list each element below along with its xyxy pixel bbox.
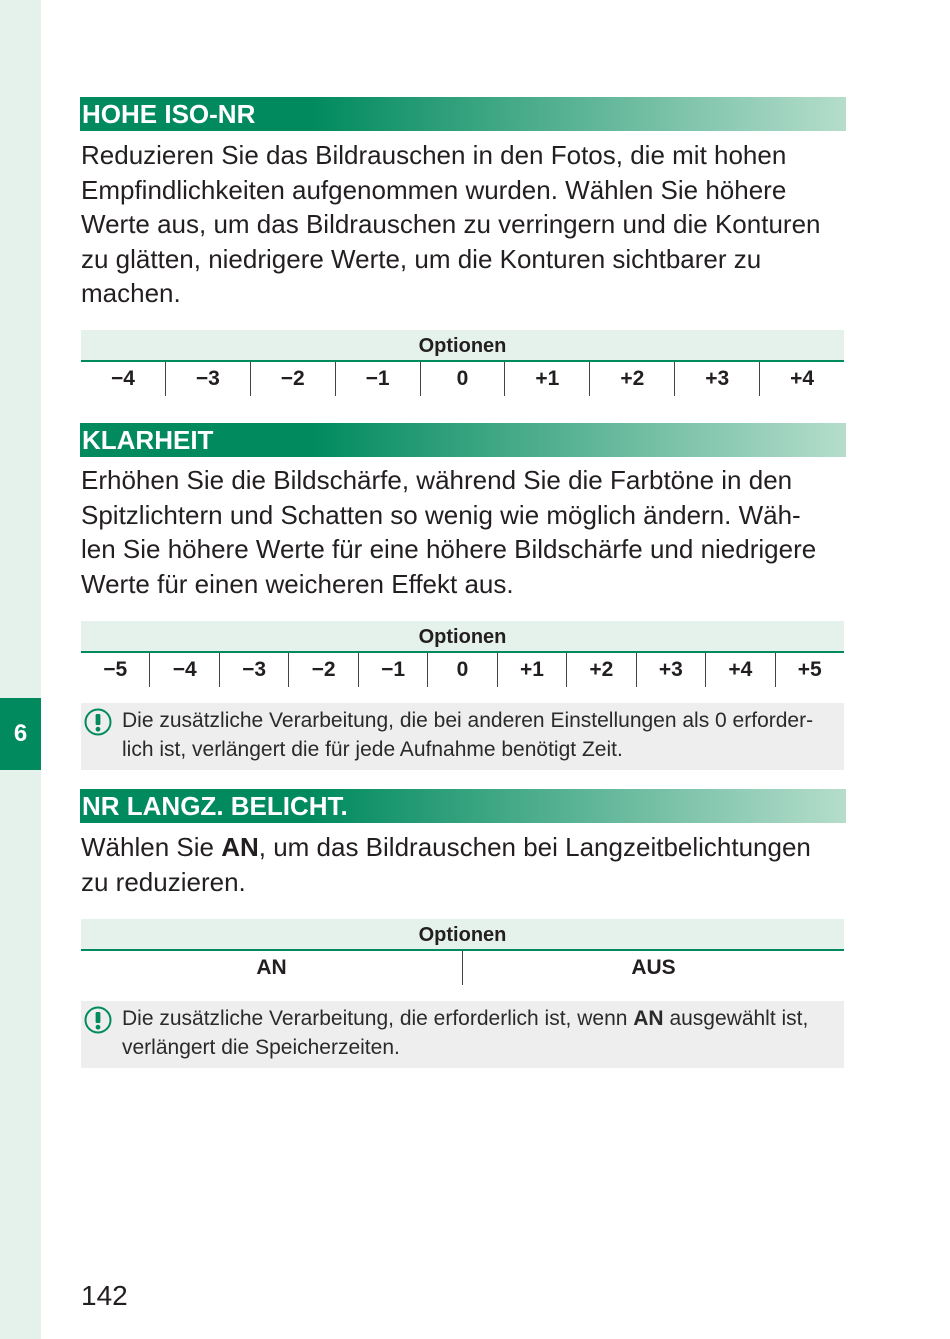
options-header: Optionen — [81, 919, 844, 951]
section-title-nr-langz-belicht: NR LANGZ. BELICHT. — [80, 789, 846, 823]
option-value: +3 — [674, 362, 759, 396]
page-number: 142 — [81, 1280, 128, 1311]
options-row — [81, 362, 844, 396]
text-fragment: Die zusätzliche Verarbeitung, die erforderlich ist, wenn — [122, 1007, 634, 1030]
option-value: +2 — [566, 653, 635, 687]
text-line: machen. — [81, 278, 181, 308]
option-value: −4 — [110, 367, 135, 390]
option-value: −5 — [103, 658, 128, 681]
note-line: lich ist, verlängert die für jede Aufnahme benötigt Zeit. — [122, 738, 623, 761]
caution-icon — [84, 1006, 112, 1034]
option-value: −1 — [335, 362, 420, 396]
option-value: AUS — [462, 951, 844, 985]
options-table — [81, 621, 844, 687]
options-table — [81, 919, 844, 985]
option-value: −4 — [149, 653, 218, 687]
option-value: +2 — [589, 362, 674, 396]
section-description — [81, 138, 851, 311]
text-line: Reduzieren Sie das Bildrauschen in den Fotos, die mit hohen — [81, 140, 787, 170]
option-value: +1 — [504, 362, 589, 396]
text-line: Empfindlichkeiten aufgenommen wurden. Wählen Sie höhere — [81, 174, 787, 205]
text-line — [81, 830, 851, 865]
text-line: Spitzlichtern und Schatten so wenig wie möglich ändern. Wäh- — [81, 499, 801, 530]
option-value: 0 — [427, 653, 496, 687]
option-value: −3 — [219, 653, 288, 687]
options-row — [81, 653, 844, 687]
option-value: −3 — [165, 362, 250, 396]
note-line — [122, 1004, 836, 1033]
option-value: −2 — [250, 362, 335, 396]
option-value: +1 — [497, 653, 566, 687]
text-line: zu glätten, niedrigere Werte, um die Konturen sichtbarer zu — [81, 243, 762, 274]
note-line: verlängert die Speicherzeiten. — [122, 1036, 400, 1059]
options-table — [81, 330, 844, 396]
text-line: Werte für einen weicheren Effekt aus. — [81, 568, 514, 599]
side-strip — [0, 0, 41, 1339]
text-line: Werte aus, um das Bildrauschen zu verringern und die Konturen — [81, 209, 821, 239]
options-row — [81, 951, 844, 985]
option-value: +3 — [636, 653, 705, 687]
options-header: Optionen — [81, 330, 844, 362]
option-value: 0 — [420, 362, 505, 396]
option-value: +4 — [705, 653, 774, 687]
text-fragment: Wählen Sie — [81, 832, 222, 862]
caution-note — [81, 703, 844, 770]
option-value: −1 — [358, 653, 427, 687]
caution-icon — [84, 708, 112, 736]
options-header: Optionen — [81, 621, 844, 653]
option-value: AN — [256, 956, 287, 979]
text-fragment: , um das Bildrauschen bei Langzeitbelichtungen — [258, 832, 811, 862]
bold-term: AN — [633, 1007, 664, 1030]
section-title-hohe-iso-nr: HOHE ISO-NR — [80, 97, 846, 131]
section-description — [81, 463, 851, 601]
text-line: zu reduzieren. — [81, 866, 246, 897]
section-title-klarheit: KLARHEIT — [80, 423, 846, 457]
bold-term: AN — [221, 832, 259, 862]
note-line: Die zusätzliche Verarbeitung, die bei anderen Einstellungen als 0 erforder- — [122, 709, 814, 732]
option-value: +4 — [759, 362, 844, 396]
option-value: −2 — [288, 653, 357, 687]
text-line: Erhöhen Sie die Bildschärfe, während Sie die Farbtöne in den — [81, 465, 793, 495]
caution-note — [81, 1001, 844, 1068]
text-line: len Sie höhere Werte für eine höhere Bildschärfe und niedrigere — [81, 534, 817, 564]
option-value: +5 — [775, 653, 844, 687]
text-fragment: ausgewählt ist, — [663, 1007, 809, 1030]
chapter-tab: 6 — [0, 698, 41, 770]
section-description — [81, 830, 851, 899]
